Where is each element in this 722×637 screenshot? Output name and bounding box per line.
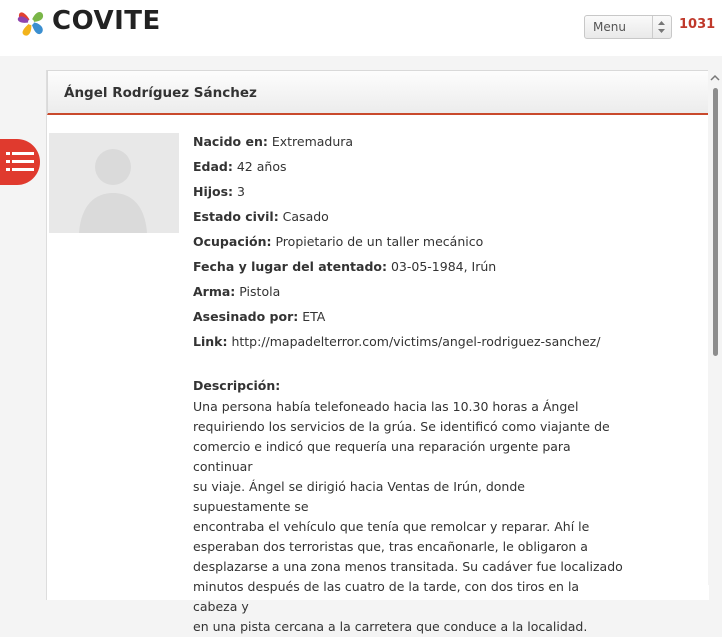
field-label: Edad: bbox=[193, 159, 233, 174]
scroll-up-icon[interactable] bbox=[710, 74, 720, 82]
field-occupation bbox=[193, 234, 483, 249]
scroll-thumb[interactable] bbox=[713, 88, 718, 356]
description-line: comercio e indicó que requería una reparación urgente para continuar bbox=[193, 439, 571, 474]
field-value: Pistola bbox=[239, 284, 281, 299]
description-line: minutos después de las cuatro de la tarde, con dos tiros en la cabeza y bbox=[193, 579, 580, 614]
field-label: Hijos: bbox=[193, 184, 234, 199]
top-bar bbox=[0, 0, 722, 56]
field-children bbox=[193, 184, 245, 199]
field-value: Casado bbox=[282, 209, 329, 224]
field-birthplace bbox=[193, 134, 353, 149]
victim-link[interactable]: http://mapadelterror.com/victims/angel-rodriguez-sanchez/ bbox=[231, 334, 601, 349]
description-line: desplazarse a una zona menos transitada. Su cadáver fue localizado bbox=[193, 559, 623, 574]
description-line: encontraba el vehículo que tenía que remolcar y reparar. Ahí le bbox=[193, 519, 590, 534]
field-age bbox=[193, 159, 286, 174]
side-menu-tab[interactable] bbox=[0, 139, 40, 185]
scrollbar[interactable] bbox=[708, 70, 722, 585]
field-value: 3 bbox=[237, 184, 245, 199]
covite-logo-icon[interactable] bbox=[14, 5, 48, 41]
description-label: Descripción: bbox=[193, 378, 281, 393]
description-text bbox=[193, 397, 623, 637]
description-line: esperaban dos terroristas que, tras encañonarle, le obligaron a bbox=[193, 539, 588, 554]
description-line: su viaje. Ángel se dirigió hacia Ventas de Irún, donde supuestamente se bbox=[193, 479, 525, 514]
menu-select[interactable] bbox=[584, 15, 672, 39]
field-value: 03-05-1984, Irún bbox=[390, 259, 497, 274]
victim-counter: 1031 bbox=[679, 17, 716, 32]
field-weapon bbox=[193, 284, 280, 299]
description-line: requiriendo los servicios de la grúa. Se identificó como viajante de bbox=[193, 419, 610, 434]
field-attack-date-place bbox=[193, 259, 496, 274]
avatar-placeholder-icon bbox=[49, 133, 179, 233]
field-killed-by bbox=[193, 309, 325, 324]
field-value: 42 años bbox=[236, 159, 287, 174]
field-link bbox=[193, 334, 600, 349]
field-value: Extremadura bbox=[271, 134, 354, 149]
select-arrows-icon bbox=[652, 16, 671, 38]
field-label: Nacido en: bbox=[193, 134, 268, 149]
avatar bbox=[49, 133, 179, 233]
field-label: Ocupación: bbox=[193, 234, 272, 249]
field-label: Fecha y lugar del atentado: bbox=[193, 259, 387, 274]
field-value: ETA bbox=[302, 309, 326, 324]
victim-panel bbox=[46, 70, 709, 634]
description-line: en una pista cercana a la carretera que conduce a la localidad. bbox=[193, 619, 588, 634]
panel-header bbox=[47, 70, 709, 115]
field-label: Asesinado por: bbox=[193, 309, 299, 324]
menu-select-label: Menu bbox=[593, 20, 626, 34]
field-label: Estado civil: bbox=[193, 209, 279, 224]
field-label: Link: bbox=[193, 334, 228, 349]
field-label: Arma: bbox=[193, 284, 236, 299]
list-icon bbox=[6, 150, 34, 174]
field-value: Propietario de un taller mecánico bbox=[275, 234, 484, 249]
description-line: Una persona había telefoneado hacia las 10.30 horas a Ángel bbox=[193, 399, 579, 414]
brand-name[interactable]: COVITE bbox=[52, 6, 161, 36]
field-marital-status bbox=[193, 209, 329, 224]
victim-name: Ángel Rodríguez Sánchez bbox=[64, 85, 257, 101]
